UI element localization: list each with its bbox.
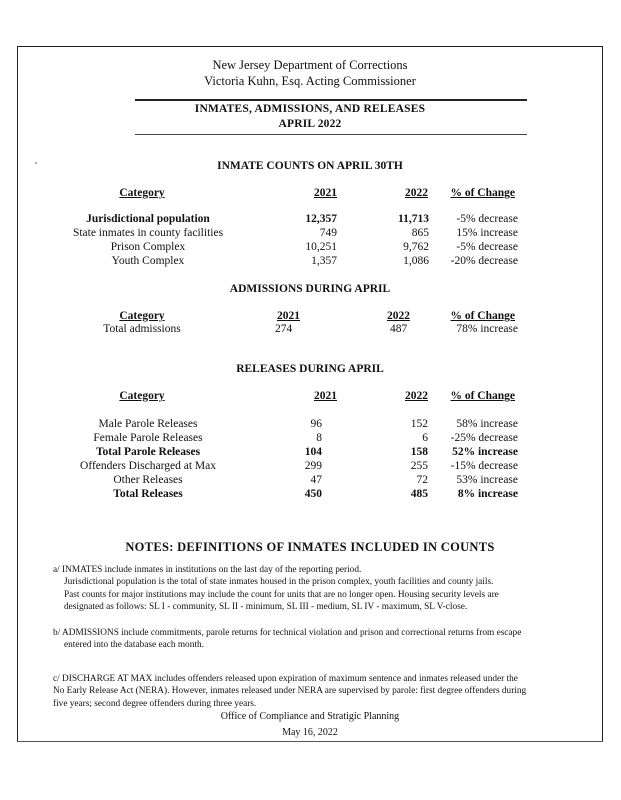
report-title: INMATES, ADMISSIONS, AND RELEASES bbox=[194, 103, 426, 115]
table-row bbox=[0, 460, 621, 474]
row-2021: 749 bbox=[319, 227, 337, 239]
footer-office: Office of Compliance and Stratigic Planning bbox=[220, 711, 400, 722]
notes-heading: NOTES: DEFINITIONS OF INMATES INCLUDED IN COUNTS bbox=[125, 540, 495, 554]
page-border-bottom bbox=[17, 741, 603, 742]
table-row bbox=[0, 474, 621, 488]
row-change: 52% increase bbox=[452, 446, 518, 458]
table-row bbox=[0, 255, 621, 269]
row-change: 53% increase bbox=[456, 474, 518, 486]
note-c-line: five years; second degree offenders during three years. bbox=[53, 698, 257, 709]
col-change: % of Change bbox=[450, 187, 515, 199]
col-2022: 2022 bbox=[387, 310, 410, 322]
row-2022: 487 bbox=[390, 323, 408, 335]
row-2022: 6 bbox=[422, 432, 428, 444]
table-row bbox=[0, 323, 621, 337]
row-change: 78% increase bbox=[456, 323, 518, 335]
note-b-line: entered into the database each month. bbox=[64, 640, 204, 651]
row-category: Offenders Discharged at Max bbox=[80, 460, 216, 472]
note-b bbox=[53, 627, 594, 652]
row-2022: 72 bbox=[416, 474, 428, 486]
table-row bbox=[0, 446, 621, 460]
row-2022: 1,086 bbox=[403, 255, 429, 267]
row-category: State inmates in county facilities bbox=[72, 227, 224, 239]
row-2021: 8 bbox=[316, 432, 322, 444]
footer-date: May 16, 2022 bbox=[282, 727, 338, 738]
row-change: -5% decrease bbox=[456, 241, 518, 253]
note-a bbox=[53, 564, 594, 613]
releases-header-row bbox=[0, 390, 621, 404]
row-2022: 9,762 bbox=[403, 241, 429, 253]
note-c-line: No Early Release Act (NERA). However, inmates released under NERA are supervised by parole: first degree offenders during bbox=[53, 686, 527, 697]
col-category: Category bbox=[119, 390, 165, 402]
row-change: 8% increase bbox=[457, 488, 518, 500]
row-category: Other Releases bbox=[113, 474, 183, 486]
row-2022: 485 bbox=[410, 488, 428, 500]
row-change: -15% decrease bbox=[450, 460, 518, 472]
col-change: % of Change bbox=[450, 390, 515, 402]
table-row bbox=[0, 213, 621, 227]
row-2021: 104 bbox=[304, 446, 322, 458]
col-2022: 2022 bbox=[405, 187, 428, 199]
row-category: Female Parole Releases bbox=[93, 432, 203, 444]
row-2022: 255 bbox=[410, 460, 428, 472]
table-row bbox=[0, 227, 621, 241]
col-2022: 2022 bbox=[405, 390, 428, 402]
row-2022: 152 bbox=[410, 418, 428, 430]
row-change: -20% decrease bbox=[450, 255, 518, 267]
table-row bbox=[0, 488, 621, 502]
col-2021: 2021 bbox=[314, 390, 337, 402]
row-change: -5% decrease bbox=[456, 213, 518, 225]
note-a-line: designated as follows: SL I - community, SL II - minimum, SL III - medium, SL IV - maximum, SL V-close. bbox=[64, 601, 468, 612]
releases-heading: RELEASES DURING APRIL bbox=[236, 363, 384, 375]
row-2021: 12,357 bbox=[305, 213, 337, 225]
department-name: New Jersey Department of Corrections bbox=[212, 58, 408, 72]
row-change: -25% decrease bbox=[450, 432, 518, 444]
inmate-counts-heading: INMATE COUNTS ON APRIL 30TH bbox=[217, 160, 403, 172]
row-2021: 96 bbox=[310, 418, 322, 430]
admissions-heading: ADMISSIONS DURING APRIL bbox=[229, 283, 391, 295]
row-change: 58% increase bbox=[456, 418, 518, 430]
row-2021: 450 bbox=[304, 488, 322, 500]
row-change: 15% increase bbox=[456, 227, 518, 239]
title-rule-bottom bbox=[135, 134, 527, 135]
note-c-line: c/ DISCHARGE AT MAX includes offenders released upon expiration of maximum sentence and inmates released under the bbox=[53, 674, 518, 684]
row-category: Prison Complex bbox=[110, 241, 186, 253]
row-category: Youth Complex bbox=[111, 255, 185, 267]
col-2021: 2021 bbox=[277, 310, 300, 322]
row-2021: 47 bbox=[310, 474, 322, 486]
row-category: Total admissions bbox=[103, 323, 181, 335]
row-category: Total Parole Releases bbox=[95, 446, 201, 458]
note-a-line: a/ INMATES include inmates in institutions on the last day of the reporting period. bbox=[53, 565, 362, 575]
report-period: APRIL 2022 bbox=[278, 118, 342, 130]
col-2021: 2021 bbox=[314, 187, 337, 199]
col-category: Category bbox=[119, 310, 165, 322]
admissions-header-row bbox=[0, 310, 621, 324]
row-2021: 274 bbox=[275, 323, 293, 335]
title-rule-top bbox=[135, 99, 527, 101]
inmate-counts-header-row bbox=[0, 187, 621, 201]
row-2021: 10,251 bbox=[305, 241, 337, 253]
row-2022: 158 bbox=[410, 446, 428, 458]
row-category: Total Releases bbox=[113, 488, 183, 500]
row-2022: 11,713 bbox=[398, 213, 429, 225]
note-b-line: b/ ADMISSIONS include commitments, parole returns for technical violation and prison and correctional returns from escape bbox=[53, 628, 522, 638]
row-2021: 299 bbox=[304, 460, 322, 472]
note-a-line: Jurisdictional population is the total of state inmates housed in the prison complex, youth facilities and county jails. bbox=[64, 577, 494, 588]
row-2022: 865 bbox=[411, 227, 429, 239]
note-c bbox=[53, 673, 594, 710]
table-row bbox=[0, 418, 621, 432]
row-2021: 1,357 bbox=[311, 255, 337, 267]
commissioner-name: Victoria Kuhn, Esq. Acting Commissioner bbox=[204, 74, 416, 88]
col-change: % of Change bbox=[450, 310, 515, 322]
table-row bbox=[0, 432, 621, 446]
col-category: Category bbox=[119, 187, 165, 199]
table-row bbox=[0, 241, 621, 255]
row-category: Male Parole Releases bbox=[98, 418, 198, 430]
note-a-line: Past counts for major institutions may include the count for units that are no longer open. Housing security levels are bbox=[64, 589, 499, 600]
row-category: Jurisdictional population bbox=[86, 213, 210, 225]
